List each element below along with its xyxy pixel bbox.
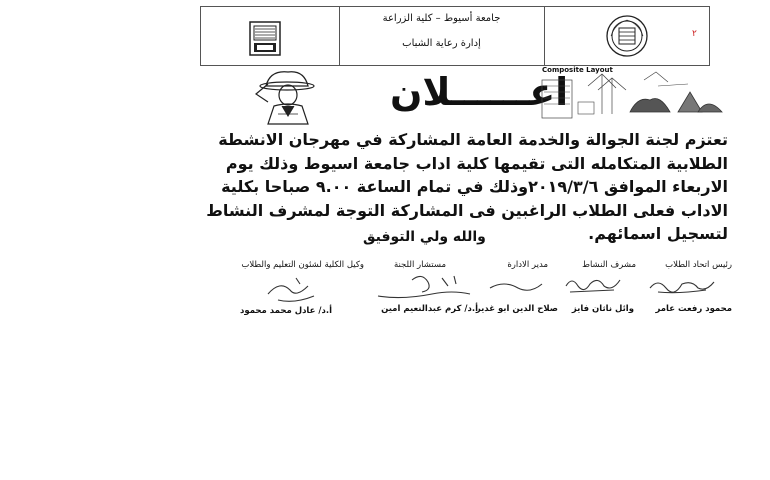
signatory-title: مدير الادارة bbox=[507, 260, 548, 270]
signatory-title: رئيس اتحاد الطلاب bbox=[665, 260, 732, 270]
signatory-name: صلاح الدين ابو غدير bbox=[475, 304, 558, 314]
signatory-title: وكيل الكلية لشئون التعليم والطلاب bbox=[241, 260, 364, 270]
scout-saluting-illustration bbox=[248, 64, 326, 126]
signatory-title: مستشار اللجنة bbox=[393, 260, 446, 270]
signature-scribble bbox=[564, 274, 624, 296]
signature-scribble bbox=[648, 274, 718, 296]
announcement-title: اعــــــلان bbox=[390, 70, 569, 114]
signatory-name: أ.د/ كرم عبدالنعيم امين bbox=[381, 304, 478, 314]
signature-block-activity-supervisor bbox=[562, 260, 640, 316]
signature-scribble bbox=[260, 274, 320, 304]
composite-layout-caption: Composite Layout bbox=[542, 66, 613, 74]
composite-layout-illustration bbox=[538, 66, 728, 122]
signatory-name: محمود رفعت عامر bbox=[655, 304, 732, 314]
letterhead-right-cell bbox=[545, 7, 709, 65]
campsite-sketch bbox=[538, 66, 728, 122]
letterhead bbox=[200, 6, 710, 66]
signatory-name: أ.د/ عادل محمد محمود bbox=[240, 306, 332, 316]
signature-block-student-union-head bbox=[640, 260, 740, 316]
letterhead-text-cell bbox=[339, 7, 545, 65]
signatory-name: وائل ناثان فايز bbox=[571, 304, 634, 314]
signatory-title: مشرف النشاط bbox=[582, 260, 636, 270]
university-faculty-name: جامعة أسيوط – كلية الزراعة bbox=[382, 13, 501, 24]
signature-scribble bbox=[488, 276, 544, 296]
faculty-seal-icon bbox=[605, 14, 649, 58]
announcement-body: تعتزم لجنة الجوالة والخدمة العامة المشاركة في مهرجان الانشطة الطلابية المتكامله التى تقيمها كلية اداب جامعة اسيوط وذلك يوم الاربعاء الموافق ٢٠١٩/٣/٦وذلك في تمام الساعة ٩.٠٠ صباحا بكلية الاداب فعلى الطلاب الراغبين فى المشاركة التوجة لمشرف النشاط لتسجيل اسمائهم. bbox=[206, 130, 728, 243]
signature-scribble bbox=[372, 272, 476, 302]
signature-block-administration-director bbox=[475, 260, 558, 316]
university-emblem-icon bbox=[245, 18, 285, 58]
department-name: إدارة رعاية الشباب bbox=[402, 38, 481, 49]
signature-block-committee-advisor bbox=[368, 260, 478, 316]
letterhead-left-cell bbox=[201, 7, 340, 65]
closing-phrase: والله ولي التوفيق bbox=[363, 229, 486, 245]
page-mark: ٢ bbox=[692, 29, 697, 39]
signature-block-vice-dean bbox=[208, 260, 368, 316]
